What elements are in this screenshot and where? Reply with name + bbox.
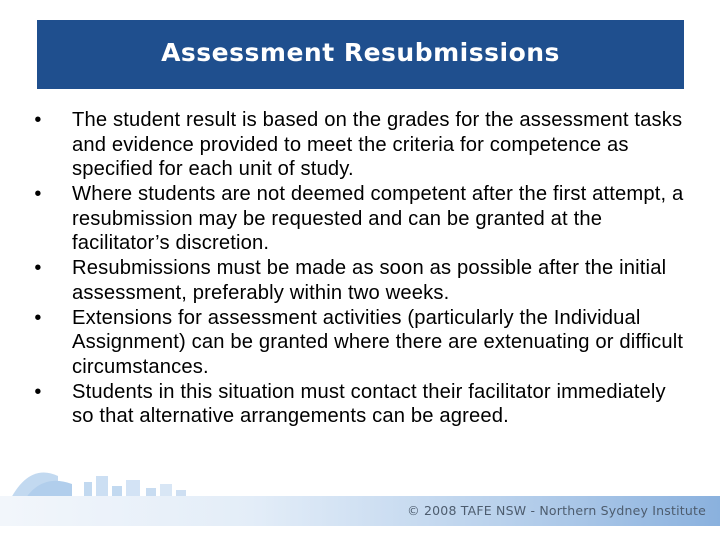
title-bar — [37, 20, 684, 89]
bullet-dot-icon: • — [34, 257, 42, 279]
bullet-dot-icon: • — [34, 306, 42, 329]
bullet-dot-icon: • — [34, 109, 42, 131]
bullet-text: Students in this situation must contact their facilitator immediately so that alternative arrangements can be agreed. — [72, 380, 666, 427]
bullet-text: The student result is based on the grades for the assessment tasks and evidence provided to meet the criteria for competence as specified for each unit of study. — [72, 109, 683, 180]
bullet-list — [28, 108, 690, 429]
copyright-text: © 2008 TAFE NSW - Northern Sydney Institute — [407, 503, 706, 518]
bullet-text: Where students are not deemed competent after the first attempt, a resubmission may be requested and can be granted at the facilitator’s discretion. — [72, 183, 684, 254]
bullet-item — [28, 306, 690, 380]
slide-title: Assessment Resubmissions — [161, 38, 560, 67]
bullet-text: Resubmissions must be made as soon as possible after the initial assessment, preferably within two weeks. — [72, 257, 667, 304]
bullet-item — [28, 182, 690, 256]
bullet-item — [28, 380, 690, 429]
bullet-text: Extensions for assessment activities (particularly the Individual Assignment) can be granted where there are extenuating or difficult circumstances. — [72, 306, 684, 378]
bullet-dot-icon: • — [34, 183, 42, 205]
bullet-item — [28, 108, 690, 182]
bullet-item — [28, 256, 690, 305]
bullet-dot-icon: • — [34, 380, 42, 403]
